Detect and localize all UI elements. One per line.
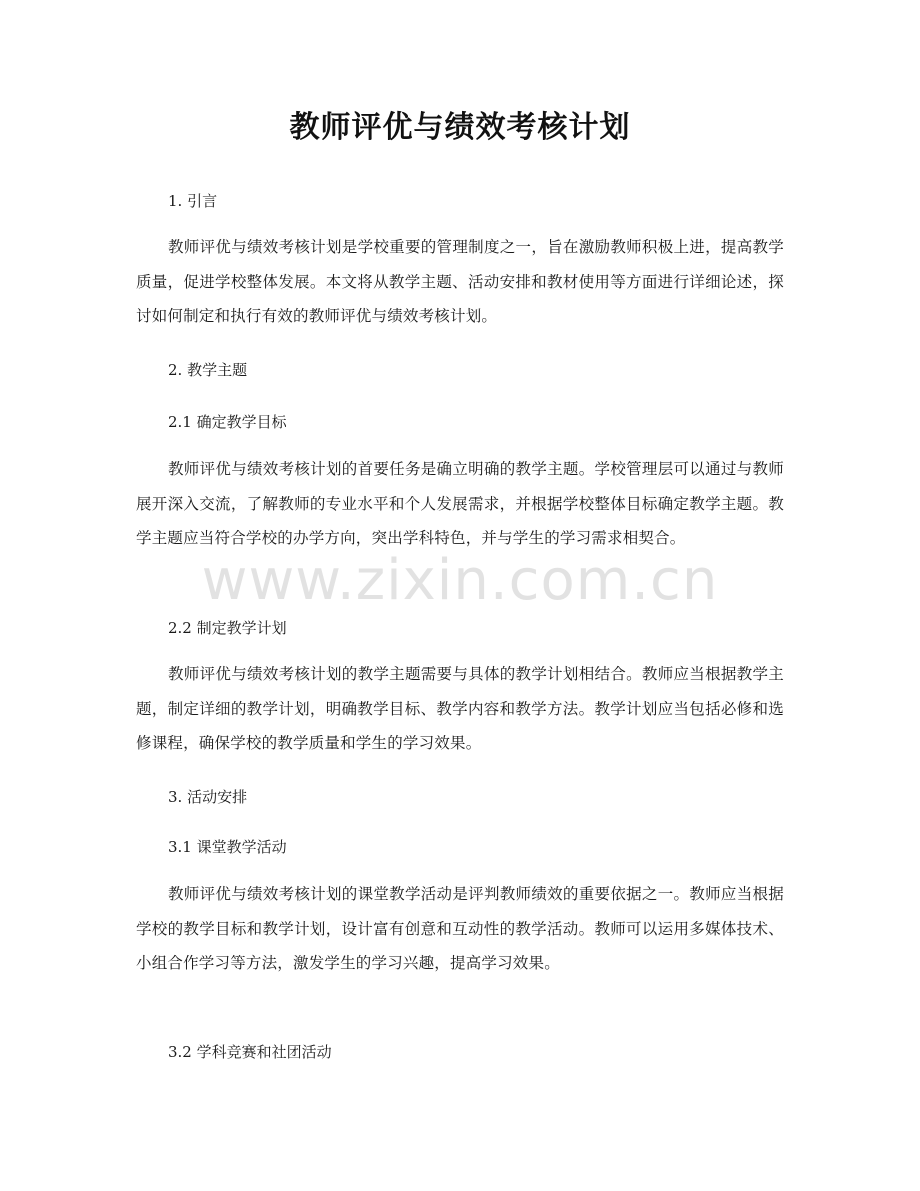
- subsection-heading-competitions-clubs: 3.2 学科竞赛和社团活动: [168, 1043, 332, 1061]
- section-heading-activities: 3. 活动安排: [168, 788, 248, 806]
- section-heading-teaching-theme: 2. 教学主题: [168, 361, 248, 379]
- paragraph-teaching-plan: 教师评优与绩效考核计划的教学主题需要与具体的教学计划相结合。教师应当根据教学主题，制定详细的教学计划，明确教学目标、教学内容和教学方法。教学计划应当包括必修和选修课程，确保学校的教学质量和学生的学习效果。: [136, 665, 784, 752]
- paragraph-introduction: 教师评优与绩效考核计划是学校重要的管理制度之一，旨在激励教师积极上进，提高教学质量，促进学校整体发展。本文将从教学主题、活动安排和教材使用等方面进行详细论述，探讨如何制定和执行有效的教师评优与绩效考核计划。: [136, 238, 784, 325]
- paragraph-teaching-goals: 教师评优与绩效考核计划的首要任务是确立明确的教学主题。学校管理层可以通过与教师展开深入交流，了解教师的专业水平和个人发展需求，并根据学校整体目标确定教学主题。教学主题应当符合学校的办学方向，突出学科特色，并与学生的学习需求相契合。: [136, 460, 784, 547]
- page-title: 教师评优与绩效考核计划: [289, 110, 631, 145]
- subsection-heading-teaching-plan: 2.2 制定教学计划: [168, 619, 287, 637]
- section-heading-introduction: 1. 引言: [168, 192, 218, 210]
- subsection-heading-teaching-goals: 2.1 确定教学目标: [168, 413, 287, 431]
- paragraph-classroom-activities: 教师评优与绩效考核计划的课堂教学活动是评判教师绩效的重要依据之一。教师应当根据学校的教学目标和教学计划，设计富有创意和互动性的教学活动。教师可以运用多媒体技术、小组合作学习等方法，激发学生的学习兴趣，提高学习效果。: [136, 885, 784, 972]
- subsection-heading-classroom-activities: 3.1 课堂教学活动: [168, 838, 287, 856]
- watermark: www.zixin.com.cn: [201, 548, 719, 613]
